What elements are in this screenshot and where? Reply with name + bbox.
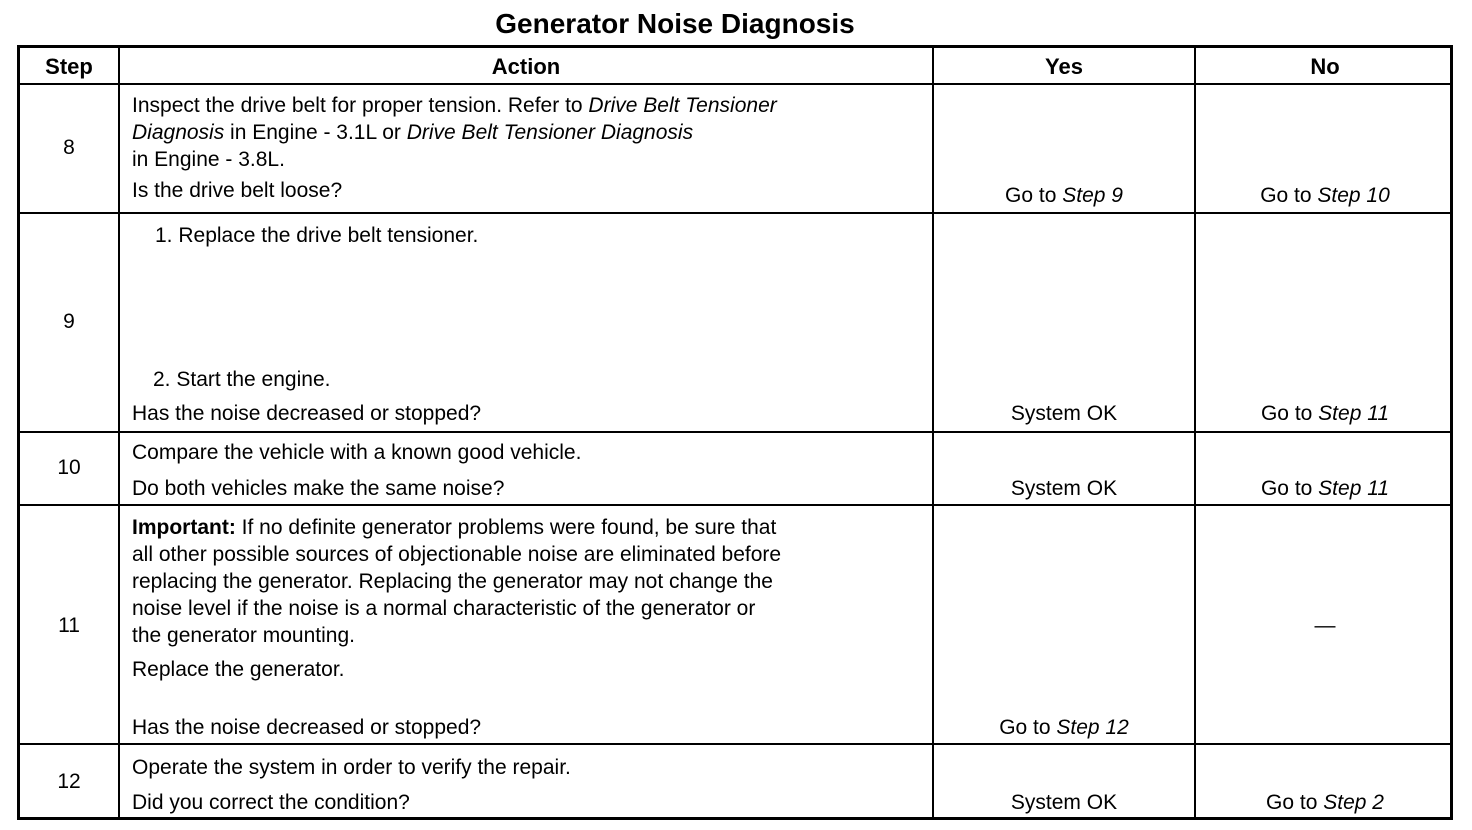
no-result: Go to Step 11 (1260, 477, 1390, 500)
row-divider (20, 83, 1450, 85)
step-number: 11 (58, 614, 80, 637)
action-question: Did you correct the condition? (132, 791, 410, 814)
action-question: Has the noise decreased or stopped? (132, 402, 482, 425)
yes-result: System OK (1010, 791, 1118, 814)
yes-result: Go to Step 12 (999, 716, 1129, 739)
action-question: Do both vehicles make the same noise? (132, 477, 505, 500)
action-question: Has the noise decreased or stopped? (132, 716, 482, 739)
step-number: 9 (63, 310, 75, 333)
diagnosis-table (17, 45, 1453, 820)
no-result: Go to Step 2 (1266, 791, 1384, 814)
row-divider (20, 504, 1450, 506)
step-number: 8 (63, 136, 75, 159)
header-yes: Yes (1045, 54, 1083, 79)
row-divider (20, 743, 1450, 745)
action-item: 2. Start the engine. (153, 368, 331, 391)
no-result: Go to Step 11 (1260, 402, 1390, 425)
action-text: Important: If no definite generator problems were found, be sure that all other possible sources of objectionable noise are eliminated before replacing the generator. Replacing the generator may not change the noise level if the noise is a normal characteristic of the generator or the generator mounting. (132, 516, 782, 647)
action-text: Inspect the drive belt for proper tension. Refer to Drive Belt Tensioner Diagnosis in Engine - 3.1L or Drive Belt Tensioner Diagnosis in Engine - 3.8L. Is the drive belt loose? (132, 94, 777, 202)
yes-result: System OK (1010, 402, 1118, 425)
header-no: No (1310, 54, 1340, 79)
step-number: 10 (57, 456, 81, 479)
header-step: Step (45, 54, 93, 79)
action-text: Compare the vehicle with a known good vehicle. (132, 441, 582, 464)
row-divider (20, 431, 1450, 433)
yes-result: Go to Step 9 (1005, 184, 1123, 207)
row-divider (20, 212, 1450, 214)
no-result: — (1314, 614, 1336, 637)
action-text: Replace the generator. (132, 658, 345, 681)
step-number: 12 (57, 770, 81, 793)
important-label: Important: (132, 516, 236, 539)
action-text: Operate the system in order to verify the repair. (132, 756, 571, 779)
page-title: Generator Noise Diagnosis (495, 8, 855, 39)
header-action: Action (491, 54, 561, 79)
no-result: Go to Step 10 (1260, 184, 1390, 207)
action-item: 1. Replace the drive belt tensioner. (155, 224, 479, 247)
yes-result: System OK (1010, 477, 1118, 500)
